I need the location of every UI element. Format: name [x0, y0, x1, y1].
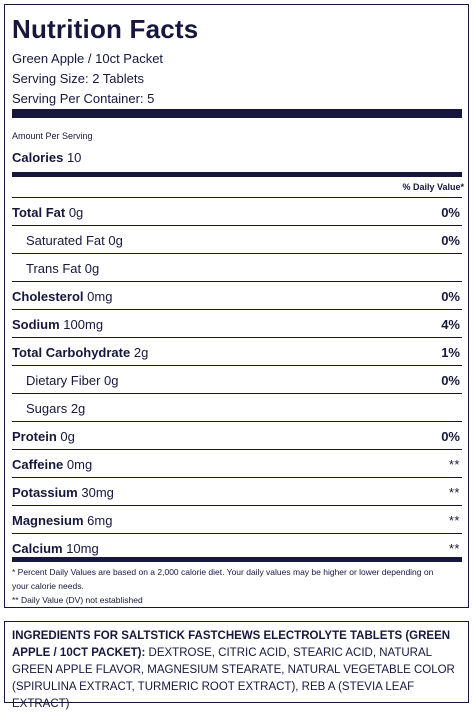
nutrient-row-protein [12, 421, 462, 449]
nutrient-dv: ** [448, 485, 460, 500]
nutrient-amount: 0g [108, 233, 123, 248]
nutrient-row-dietary-fiber [12, 365, 462, 393]
nutrient-name: Protein [12, 429, 57, 444]
nutrient-name: Calcium [12, 541, 63, 556]
ingredients-heading: INGREDIENTS FOR SALTSTICK FASTCHEWS ELECTROLYTE TABLETS (GREEN APPLE / 10CT PACKET): [12, 630, 451, 659]
nutrient-name: Saturated Fat [26, 233, 105, 248]
servings-per-container: Serving Per Container: 5 [12, 91, 155, 106]
nutrient-row-potassium [12, 477, 462, 505]
nutrient-amount: 6mg [87, 513, 113, 528]
nutrient-dv: 0% [441, 373, 460, 388]
nutrient-dv: ** [448, 457, 460, 472]
nutrient-row-total-fat [12, 197, 462, 225]
nutrient-amount: 0g [68, 205, 84, 220]
product-name: Green Apple / 10ct Packet [12, 51, 164, 66]
nutrient-dv: 1% [441, 345, 460, 360]
daily-value-header: % Daily Value* [402, 182, 464, 192]
nutrient-row-sodium [12, 309, 462, 337]
nutrient-row-total-carbohydrate [12, 337, 462, 365]
nutrient-amount: 0g [60, 429, 75, 444]
amount-per-serving: Amount Per Serving [12, 131, 93, 141]
calories-label: Calories [12, 150, 64, 165]
nutrient-name: Total Carbohydrate [12, 345, 131, 360]
nutrient-row-trans-fat [12, 253, 462, 281]
nutrient-amount: 2g [70, 401, 86, 416]
nutrient-amount: 100mg [63, 317, 104, 332]
nutrient-row-magnesium [12, 505, 462, 533]
nutrient-row-saturated-fat [12, 225, 462, 253]
nutrient-amount: 10mg [66, 541, 99, 556]
nutrient-amount: 0mg [87, 289, 113, 304]
nutrient-dv: 0% [441, 289, 460, 304]
nutrient-amount: 0g [104, 373, 119, 388]
nutrient-name: Sodium [12, 317, 60, 332]
nutrient-row-caffeine [12, 449, 462, 477]
dv-not-established-footnote: ** Daily Value (DV) not established [12, 595, 143, 605]
nutrition-title: Nutrition Facts [12, 14, 199, 44]
nutrition-facts-panel [4, 4, 469, 608]
ingredients-list: DEXTROSE, CITRIC ACID, STEARIC ACID, NATURAL GREEN APPLE FLAVOR, MAGNESIUM STEARATE, NATURAL VEGETABLE COLOR (SPIRULINA EXTRACT, TURMERIC ROOT EXTRACT), REB A (STEVIA LEAF EXTRACT) [12, 647, 455, 710]
nutrient-dv: 0% [441, 233, 460, 248]
calories-value: 10 [66, 150, 82, 165]
medium-divider [12, 172, 462, 177]
nutrient-name: Magnesium [12, 513, 84, 528]
nutrient-name: Sugars [26, 401, 68, 416]
bottom-divider [12, 557, 462, 562]
nutrient-amount: 30mg [81, 485, 114, 500]
ingredients-panel [4, 621, 469, 710]
nutrient-amount: 2g [133, 345, 149, 360]
serving-size: Serving Size: 2 Tablets [12, 71, 144, 86]
calories-line [12, 150, 81, 166]
nutrient-amount: 0g [84, 261, 100, 276]
thick-divider [12, 109, 462, 118]
nutrient-row-sugars [12, 393, 462, 421]
nutrient-dv: 4% [441, 317, 460, 332]
nutrient-amount: 0mg [66, 457, 93, 472]
nutrient-row-cholesterol [12, 281, 462, 309]
nutrient-name: Cholesterol [12, 289, 84, 304]
nutrient-dv: 0% [441, 205, 460, 220]
nutrient-dv: ** [448, 541, 460, 556]
nutrient-name: Trans Fat [26, 261, 82, 276]
nutrient-dv: 0% [441, 429, 460, 444]
percent-daily-footnote-line1: * Percent Daily Values are based on a 2,000 calorie diet. Your daily values may be higher or lower depending on [12, 567, 434, 577]
nutrient-name: Total Fat [12, 205, 66, 220]
nutrient-name: Potassium [12, 485, 78, 500]
nutrient-name: Dietary Fiber [26, 373, 101, 388]
percent-daily-footnote-line2: your calorie needs. [12, 581, 84, 591]
nutrient-name: Caffeine [12, 457, 64, 472]
nutrient-dv: ** [448, 513, 460, 528]
